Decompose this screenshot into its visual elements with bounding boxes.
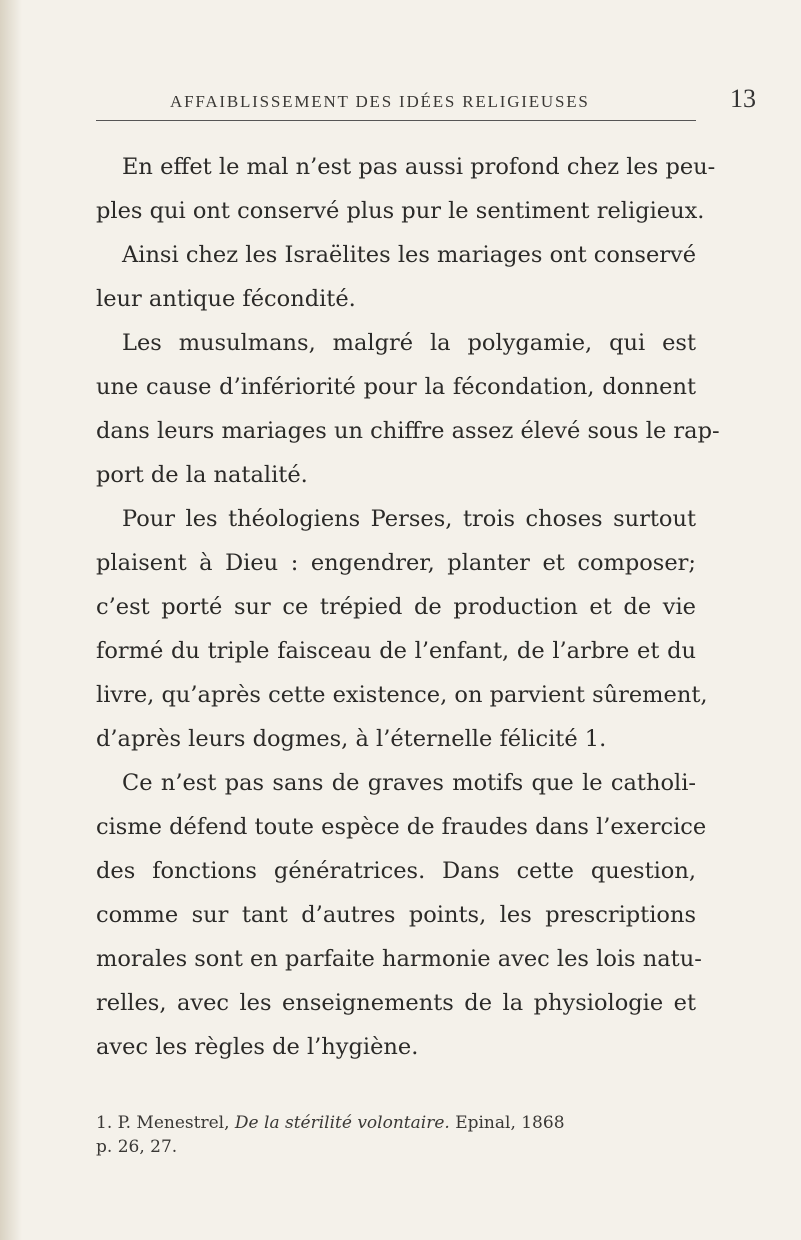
text-line: port de la natalité. <box>96 462 308 488</box>
text-line: livre, qu’après cette existence, on parvient sûrement, <box>96 682 708 708</box>
footnote-author: 1. P. Menestrel, <box>96 1113 230 1133</box>
text-line: plaisent à Dieu : engendrer, planter et composer; <box>96 550 696 576</box>
text-line: des fonctions génératrices. Dans cette question, <box>96 858 696 884</box>
text-line: cisme défend toute espèce de fraudes dans l’exercice <box>96 814 707 840</box>
footnote-title: De la stérilité volontaire. <box>234 1113 450 1133</box>
text-line: d’après leurs dogmes, à l’éternelle félicité 1. <box>96 726 607 752</box>
text-line: dans leurs mariages un chiffre assez élevé sous le rap- <box>96 418 720 444</box>
text-line: morales sont en parfaite harmonie avec les lois natu- <box>96 946 702 972</box>
text-line: formé du triple faisceau de l’enfant, de l’arbre et du <box>96 638 696 664</box>
text-line: c’est porté sur ce trépied de production et de vie <box>96 594 696 620</box>
text-line: Les musulmans, malgré la polygamie, qui est <box>122 330 696 356</box>
text-line: ples qui ont conservé plus pur le sentiment religieux. <box>96 198 705 224</box>
header-rule <box>96 120 696 121</box>
page-number: 13 <box>730 84 756 113</box>
footnote-place-date: Epinal, 1868 <box>455 1113 565 1133</box>
page-gutter-shadow <box>0 0 22 1240</box>
text-line: Ce n’est pas sans de graves motifs que le catholi- <box>122 770 696 796</box>
text-line: une cause d’infériorité pour la fécondation, donnent <box>96 374 696 400</box>
text-line: relles, avec les enseignements de la physiologie et <box>96 990 696 1016</box>
footnote-line <box>96 1111 696 1135</box>
text-line: Pour les théologiens Perses, trois choses surtout <box>122 506 696 532</box>
text-line: Ainsi chez les Israëlites les mariages ont conservé <box>122 242 697 268</box>
text-line: leur antique fécondité. <box>96 286 356 312</box>
text-line: comme sur tant d’autres points, les prescriptions <box>96 902 696 928</box>
text-line: avec les règles de l’hygiène. <box>96 1034 419 1060</box>
running-header: AFFAIBLISSEMENT DES IDÉES RELIGIEUSES <box>170 92 590 111</box>
footnote <box>96 1111 696 1159</box>
footnote-line <box>96 1135 696 1159</box>
text-line: En effet le mal n’est pas aussi profond chez les peu- <box>122 154 716 180</box>
body-text <box>96 145 720 1069</box>
footnote-pages: p. 26, 27. <box>96 1137 178 1157</box>
